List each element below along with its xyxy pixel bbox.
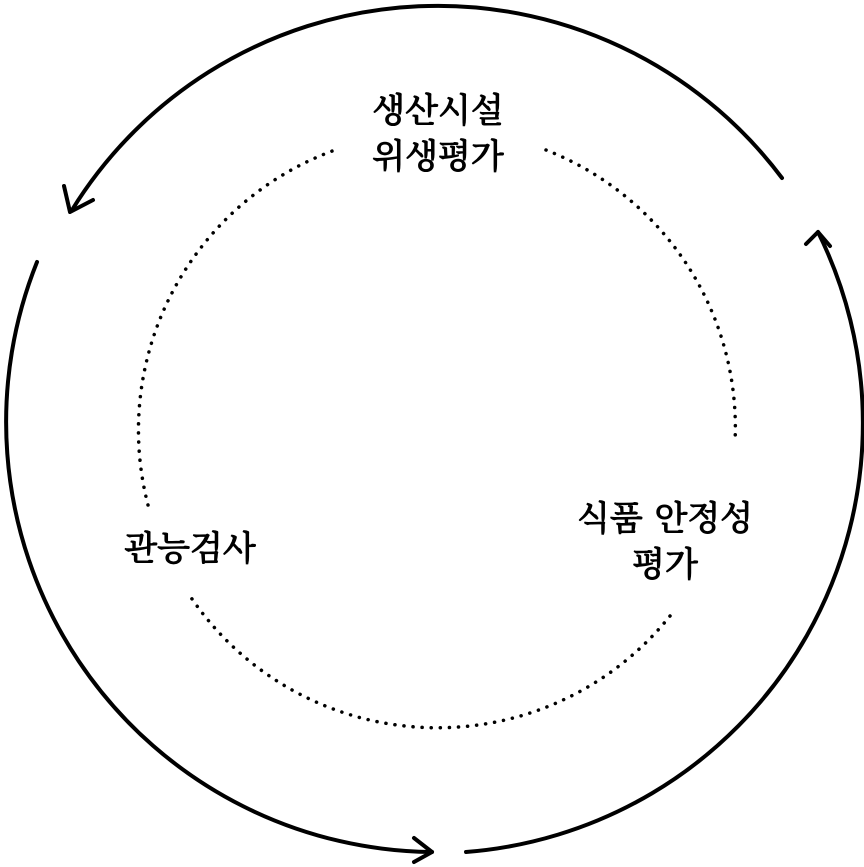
node-food-safety-evaluation (540, 496, 790, 588)
node-facility-hygiene-evaluation (338, 88, 538, 180)
node-safety-line2: 평가 (632, 545, 698, 585)
node-facility-line2: 위생평가 (372, 137, 504, 177)
inner-ring-segment-left-top (138, 150, 335, 505)
inner-dotted-ring (138, 150, 735, 728)
node-sensory-line1: 관능검사 (124, 529, 256, 569)
node-sensory-test (90, 526, 290, 572)
arrowhead-right (806, 232, 830, 246)
node-facility-line1: 생산시설 (372, 91, 504, 131)
node-safety-line1: 식품 안정성 (576, 499, 754, 539)
inner-ring-segment-top-right (546, 150, 735, 442)
inner-ring-segment-right-bottom (190, 596, 670, 728)
